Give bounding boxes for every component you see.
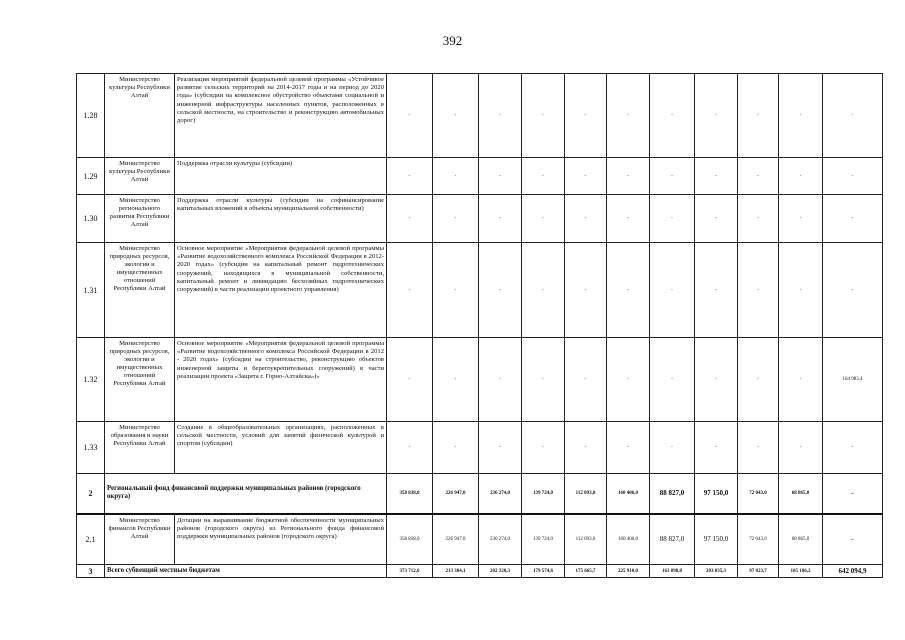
value-cell: - [695, 195, 738, 243]
value-cell: 236 274,0 [479, 514, 522, 565]
value-cell: 175 665,7 [565, 565, 607, 578]
value-cell: - [522, 195, 565, 243]
value-cell: - [433, 158, 479, 195]
value-cell: - [387, 74, 433, 158]
budget-table [76, 73, 883, 578]
value-cell: 163 898,8 [650, 565, 695, 578]
value-cell: - [607, 338, 650, 422]
value-cell: 88 827,0 [650, 474, 695, 514]
description-cell: Основное мероприятие «Мероприятия федеральной целевой программы «Развитие водохозяйственного комплекса Российской Федерации в 2012-2020 годах» (субсидии на капитальный ремонт гидротехнических сооружений, находящихся в муниципальной собственности, капитальный ремонт и ликвидацию бесхозяйных гидротехнических сооружений) в части реализации проектного управления) [175, 243, 387, 338]
page-number: 392 [442, 33, 463, 48]
value-cell: - [387, 195, 433, 243]
ministry-cell: Министерство природных ресурсов, экологии и имущественных отношений Республики Алтай [105, 243, 175, 338]
value-cell: - [823, 422, 883, 474]
value-cell: - [433, 338, 479, 422]
value-cell: - [779, 158, 823, 195]
value-cell: 97 150,0 [695, 514, 738, 565]
value-cell: - [387, 158, 433, 195]
value-cell: - [823, 243, 883, 338]
value-cell: - [565, 422, 607, 474]
value-cell: - [738, 195, 779, 243]
row-number: 1.32 [77, 338, 105, 422]
value-cell: - [522, 243, 565, 338]
value-cell: 97 823,7 [738, 565, 779, 578]
table-row [77, 243, 883, 338]
value-cell: - [823, 514, 883, 565]
value-cell: - [479, 158, 522, 195]
table-row [77, 195, 883, 243]
table-row [77, 514, 883, 565]
ministry-cell: Министерство природных ресурсов, экологии и имущественных отношений Республики Алтай [105, 338, 175, 422]
value-cell: - [479, 195, 522, 243]
value-cell: 226 947,0 [433, 514, 479, 565]
table-row [77, 422, 883, 474]
value-cell: - [607, 158, 650, 195]
ministry-cell: Министерство финансов Республики Алтай [105, 514, 175, 565]
value-cell: 225 910,0 [607, 565, 650, 578]
value-cell: 139 724,0 [522, 514, 565, 565]
row-number: 1.29 [77, 158, 105, 195]
table-body [77, 74, 883, 578]
value-cell: - [738, 422, 779, 474]
value-cell: - [565, 338, 607, 422]
value-cell: - [823, 158, 883, 195]
value-cell: - [433, 243, 479, 338]
value-cell: 139 724,0 [522, 474, 565, 514]
value-cell: - [779, 195, 823, 243]
value-cell: - [433, 422, 479, 474]
value-cell: 68 865,0 [779, 474, 823, 514]
table-row [77, 158, 883, 195]
value-cell: - [433, 74, 479, 158]
value-cell: 226 947,0 [433, 474, 479, 514]
total-title: Всего субвенций местным бюджетам [105, 565, 387, 578]
value-cell: - [738, 74, 779, 158]
value-cell: - [823, 195, 883, 243]
value-cell: 358 838,0 [387, 474, 433, 514]
value-cell: - [387, 338, 433, 422]
value-cell: - [479, 243, 522, 338]
value-cell: - [565, 158, 607, 195]
ministry-cell: Министерство культуры Республики Алтай [105, 158, 175, 195]
value-cell: 213 304,1 [433, 565, 479, 578]
value-cell: 236 274,0 [479, 474, 522, 514]
value-cell: - [522, 74, 565, 158]
value-cell: 72 043,0 [738, 514, 779, 565]
row-number: 1.31 [77, 243, 105, 338]
fund-summary-row [77, 474, 883, 514]
value-cell: 160 406,0 [607, 474, 650, 514]
value-cell: - [607, 195, 650, 243]
value-cell: - [823, 74, 883, 158]
row-number: 3 [77, 565, 105, 578]
value-cell: - [695, 158, 738, 195]
value-cell: - [779, 243, 823, 338]
value-cell: - [650, 158, 695, 195]
value-cell: - [650, 195, 695, 243]
value-cell: - [479, 338, 522, 422]
description-cell: Поддержка отрасли культуры (субсидии на софинансирование капитальных вложений в объекты муниципальной собственности) [175, 195, 387, 243]
fund-title: Региональный фонд финансовой поддержки муниципальных районов (городского округа) [105, 474, 387, 514]
value-cell: - [522, 338, 565, 422]
row-number: 2.1 [77, 514, 105, 565]
table-row [77, 74, 883, 158]
value-cell: - [695, 422, 738, 474]
value-cell: - [479, 422, 522, 474]
value-cell: - [650, 243, 695, 338]
ministry-cell: Министерство образования и науки Республики Алтай [105, 422, 175, 474]
table-row [77, 338, 883, 422]
total-row [77, 565, 883, 578]
value-cell: - [650, 74, 695, 158]
value-cell: 202 320,3 [479, 565, 522, 578]
value-cell: 88 827,0 [650, 514, 695, 565]
value-cell: 179 574,6 [522, 565, 565, 578]
value-cell: 203 035,3 [695, 565, 738, 578]
ministry-cell: Министерство культуры Республики Алтай [105, 74, 175, 158]
row-number: 1.30 [77, 195, 105, 243]
value-cell: 97 150,0 [695, 474, 738, 514]
value-cell: 68 865,0 [779, 514, 823, 565]
description-cell: Дотации на выравнивание бюджетной обеспеченности муниципальных районов (городского округа) из Регионального фонда финансовой поддержки муниципальных районов (городского округа) [175, 514, 387, 565]
description-cell: Реализация мероприятий федеральной целевой программы «Устойчивое развитие сельских территорий на 2014-2017 годы и на период до 2020 года» (субсидии на комплексное обустройство объектами социальной и инженерной инфраструктуры населенных пунктов, расположенных в сельской местности, на строительство и реконструкцию автомобильных дорог) [175, 74, 387, 158]
value-cell: - [433, 195, 479, 243]
value-cell: 373 712,6 [387, 565, 433, 578]
value-cell: - [823, 474, 883, 514]
row-number: 1.28 [77, 74, 105, 158]
value-cell: - [779, 422, 823, 474]
value-cell: - [779, 74, 823, 158]
value-cell: - [695, 243, 738, 338]
value-cell: - [387, 243, 433, 338]
value-cell: 358 838,0 [387, 514, 433, 565]
value-cell: 642 094,9 [823, 565, 883, 578]
value-cell: - [565, 243, 607, 338]
value-cell: - [522, 158, 565, 195]
description-cell: Основное мероприятие «Мероприятия федеральной целевой программы «Развитие водохозяйственного комплекса Российской Федерации в 2012 - 2020 годах» (субсидии на строительство, реконструкцию объектов инженерной защиты и берегоукрепительных сооружений) в части реализации проекта «Защита г. Горно-Алтайска»)» [175, 338, 387, 422]
value-cell: - [607, 422, 650, 474]
value-cell: - [565, 195, 607, 243]
value-cell: - [695, 338, 738, 422]
value-cell: - [650, 338, 695, 422]
value-cell: 105 186,2 [779, 565, 823, 578]
description-cell: Создание в общеобразовательных организациях, расположенных в сельской местности, условий для занятий физической культурой и спортом (субсидии) [175, 422, 387, 474]
row-number: 1.33 [77, 422, 105, 474]
value-cell: - [695, 74, 738, 158]
value-cell: - [522, 422, 565, 474]
description-cell: Поддержка отрасли культуры (субсидии) [175, 158, 387, 195]
value-cell: - [387, 422, 433, 474]
value-cell: - [565, 74, 607, 158]
ministry-cell: Министерство регионального развития Республики Алтай [105, 195, 175, 243]
value-cell: - [738, 243, 779, 338]
value-cell: - [607, 74, 650, 158]
value-cell: 164 983,4 [823, 338, 883, 422]
value-cell: 72 043,0 [738, 474, 779, 514]
value-cell: - [738, 158, 779, 195]
value-cell: - [738, 338, 779, 422]
value-cell: 112 093,0 [565, 514, 607, 565]
value-cell: 160 406,0 [607, 514, 650, 565]
value-cell: 112 093,0 [565, 474, 607, 514]
row-number: 2 [77, 474, 105, 514]
value-cell: - [779, 338, 823, 422]
value-cell: - [607, 243, 650, 338]
value-cell: - [650, 422, 695, 474]
value-cell: - [479, 74, 522, 158]
